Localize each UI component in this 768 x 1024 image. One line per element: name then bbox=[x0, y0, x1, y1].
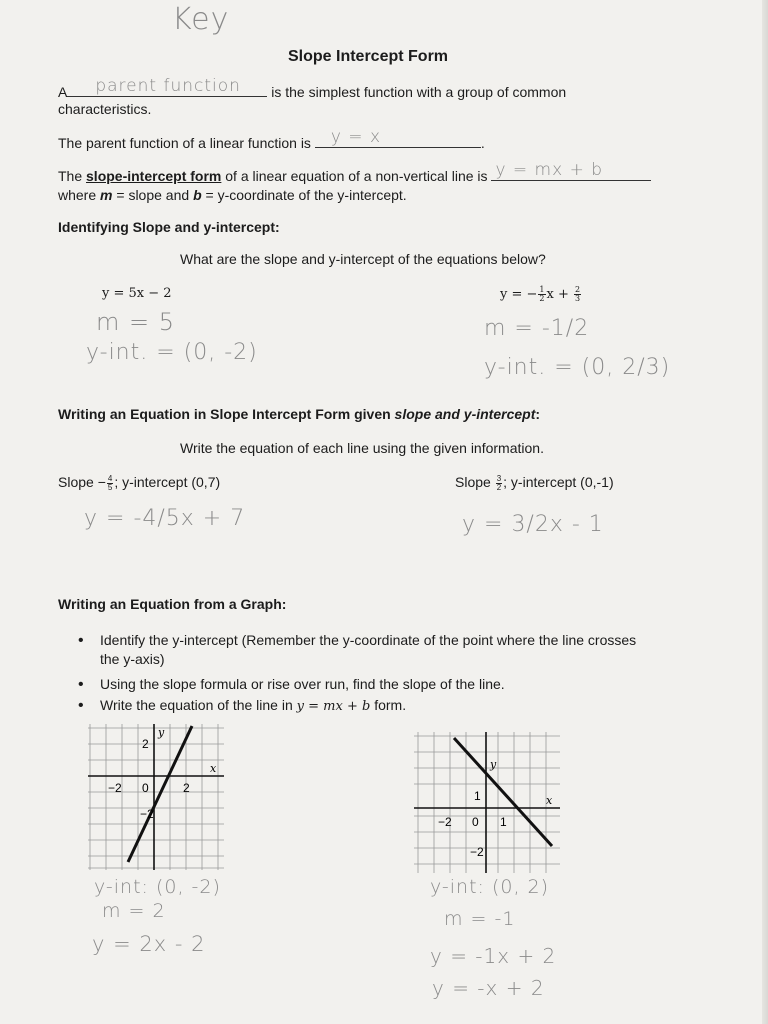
graph2 bbox=[412, 730, 562, 875]
bullet-3-text: Write the equation of the line in bbox=[100, 697, 293, 713]
parent-linear-answer: y = x bbox=[330, 127, 382, 147]
slope-intercept-def-line bbox=[58, 160, 651, 184]
parent-def-line2: characteristics. bbox=[58, 101, 152, 117]
eq2-frac1-den: 2 bbox=[539, 294, 545, 303]
parent-linear-prefix: The parent function of a linear function is bbox=[58, 135, 311, 151]
bullet-3 bbox=[100, 697, 406, 714]
slope-intercept-def-line2 bbox=[58, 187, 407, 203]
eq2-frac1-num: 1 bbox=[539, 285, 545, 294]
graph2-neg2x-label: −2 bbox=[438, 815, 452, 829]
problem2-given bbox=[455, 474, 614, 492]
problem1-given bbox=[58, 474, 220, 492]
graph2-x-label: x bbox=[546, 794, 553, 807]
si-m-var: m bbox=[100, 187, 113, 203]
parent-def-prefix: A bbox=[58, 84, 68, 100]
graph1-neg2x-label: −2 bbox=[108, 781, 122, 795]
eq2-frac1 bbox=[538, 286, 545, 303]
section3-heading: Writing an Equation from a Graph: bbox=[58, 596, 287, 612]
graph1-pos2y-label: 2 bbox=[142, 737, 149, 751]
graph1-grid bbox=[88, 724, 224, 870]
graph1-axes bbox=[88, 724, 224, 870]
eq2-pre: y = − bbox=[500, 287, 538, 302]
parent-linear-line bbox=[58, 127, 485, 151]
bullet-1 bbox=[100, 632, 636, 648]
graph2-pos1x-label: 1 bbox=[500, 815, 507, 829]
graph2-equation-answer: y = -1x + 2 bbox=[430, 944, 557, 968]
graph2-line bbox=[454, 738, 552, 846]
p1-pre: Slope − bbox=[58, 474, 106, 490]
p2-pre: Slope bbox=[455, 474, 491, 490]
section2-heading-end: : bbox=[535, 406, 541, 422]
p1-den: 5 bbox=[107, 482, 113, 492]
parent-def-suffix: is the simplest function with a group of common bbox=[271, 84, 567, 100]
si-blank bbox=[491, 160, 651, 181]
bullet-1-cont: the y-axis) bbox=[100, 651, 165, 667]
si-answer: y = mx + b bbox=[495, 160, 604, 180]
key-label: Key bbox=[172, 2, 230, 37]
si-where: where bbox=[58, 187, 97, 203]
si-prefix: The bbox=[58, 168, 83, 184]
eq1: y = 5x − 2 bbox=[102, 286, 172, 301]
section2-heading-pre: Writing an Equation in Slope Intercept Form given bbox=[58, 406, 391, 422]
p1-frac bbox=[107, 475, 113, 492]
graph1 bbox=[86, 722, 226, 872]
graph2-zero-label: 0 bbox=[472, 815, 479, 829]
graph2-neg2y-label: −2 bbox=[470, 845, 484, 859]
graph2-y-label: y bbox=[490, 758, 497, 771]
parent-linear-blank bbox=[315, 127, 481, 148]
eq2-frac2-den: 3 bbox=[575, 294, 581, 303]
si-middle: of a linear equation of a non-vertical line is bbox=[225, 168, 488, 184]
parent-def-answer: parent function bbox=[95, 76, 241, 96]
section2-prompt: Write the equation of each line using the given information. bbox=[180, 440, 544, 456]
eq2-slope-answer: m = -1/2 bbox=[484, 316, 590, 341]
graph2-yint-answer: y-int: (0, 2) bbox=[430, 876, 550, 898]
section1-prompt: What are the slope and y-intercept of the equations below? bbox=[180, 251, 546, 267]
graph2-pos1y-label: 1 bbox=[474, 789, 481, 803]
eq1-yint-answer: y-int. = (0, -2) bbox=[86, 340, 258, 365]
graph1-equation-answer: y = 2x - 2 bbox=[92, 932, 206, 956]
graph2-axes bbox=[414, 732, 560, 873]
si-m-desc: = slope and bbox=[116, 187, 190, 203]
graph2-grid bbox=[414, 732, 560, 873]
bullet-2-text: Using the slope formula or rise over run, find the slope of the line. bbox=[100, 676, 505, 692]
problem2-answer: y = 3/2x - 1 bbox=[462, 512, 604, 537]
graph1-yint-answer: y-int: (0, -2) bbox=[94, 876, 221, 898]
section1-heading: Identifying Slope and y-intercept: bbox=[58, 219, 280, 235]
section2-heading bbox=[58, 406, 540, 422]
eq2-mid: x + bbox=[546, 287, 569, 302]
p2-den: 2 bbox=[496, 482, 502, 492]
page-title: Slope Intercept Form bbox=[288, 48, 449, 65]
eq2-frac2 bbox=[574, 286, 581, 303]
p2-num: 3 bbox=[496, 473, 502, 483]
eq2-yint-answer: y-int. = (0, 2/3) bbox=[484, 355, 671, 380]
graph2-equation-simplified: y = -x + 2 bbox=[432, 976, 545, 1000]
p1-post: ; y-intercept (0,7) bbox=[114, 474, 221, 490]
parent-linear-suffix: . bbox=[480, 135, 485, 151]
si-b-var: b bbox=[193, 187, 202, 203]
eq2-frac2-num: 2 bbox=[575, 285, 581, 294]
graph1-zero-label: 0 bbox=[142, 781, 149, 795]
graph1-neg2y-label: −2 bbox=[140, 807, 154, 821]
graph2-slope-answer: m = -1 bbox=[444, 908, 516, 930]
bullet-2 bbox=[100, 676, 505, 692]
bullet-3-end: form. bbox=[374, 697, 407, 713]
parent-def-blank bbox=[67, 76, 267, 97]
p2-frac bbox=[496, 475, 502, 492]
bullet-3-formula: y = mx + b bbox=[296, 699, 371, 714]
section2-heading-em: slope and y-intercept bbox=[394, 406, 536, 422]
p2-post: ; y-intercept (0,-1) bbox=[503, 474, 614, 490]
graph1-slope-answer: m = 2 bbox=[102, 900, 166, 922]
problem1-answer: y = -4/5x + 7 bbox=[84, 506, 246, 531]
graph1-pos2x-label: 2 bbox=[183, 781, 190, 795]
graph1-y-label: y bbox=[158, 726, 165, 739]
parent-def-line bbox=[58, 76, 567, 100]
si-term: slope-intercept form bbox=[86, 168, 222, 184]
p1-num: 4 bbox=[107, 473, 113, 483]
bullet-1-text: Identify the y-intercept (Remember the y-coordinate of the point where the line crosses bbox=[100, 632, 637, 648]
si-b-desc: = y-coordinate of the y-intercept. bbox=[205, 187, 407, 203]
graph1-x-label: x bbox=[210, 762, 217, 775]
scan-edge bbox=[762, 0, 768, 1024]
eq1-slope-answer: m = 5 bbox=[96, 308, 176, 336]
eq2 bbox=[500, 286, 582, 303]
